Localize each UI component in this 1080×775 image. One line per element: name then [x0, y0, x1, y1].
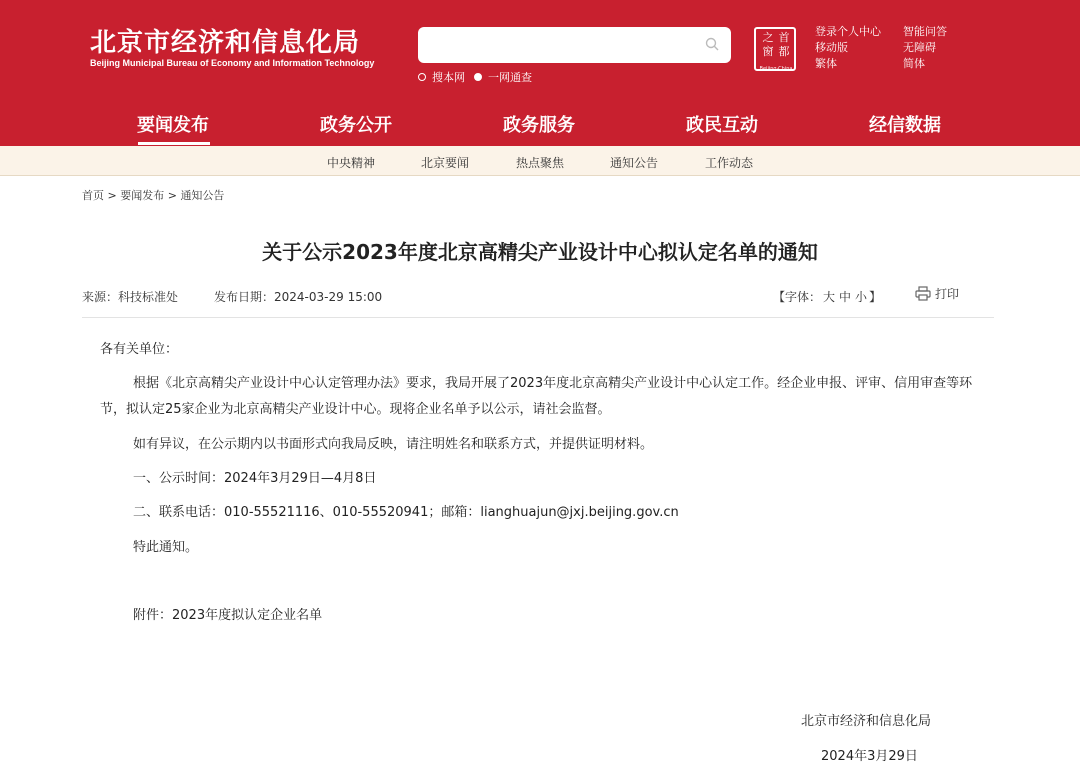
body-paragraph: 一、公示时间：2024年3月29日—4月8日 — [133, 471, 377, 486]
signature: 北京市经济和信息化局 — [801, 714, 932, 729]
site-header — [0, 0, 1080, 146]
seal-char: 窗 — [762, 45, 774, 58]
subnav-item-central[interactable]: 中央精神 — [327, 156, 376, 170]
subnav-item-hot-topics[interactable]: 热点聚焦 — [516, 156, 565, 170]
mobile-link[interactable]: 移动版 — [815, 41, 848, 54]
search-option-label: 一网通查 — [488, 71, 532, 84]
date-label: 发布日期： — [214, 290, 275, 304]
body-paragraph: 二、联系电话：010-55521116、010-55520941；邮箱：lianghuajun@jxj.beijing.gov.cn — [133, 505, 679, 520]
article-date — [214, 288, 382, 305]
printer-icon — [915, 286, 931, 301]
font-size-large[interactable]: 大 — [823, 290, 836, 304]
radio-selected-icon[interactable] — [474, 73, 482, 81]
sub-nav — [0, 146, 1080, 176]
attachment-link[interactable]: 附件：2023年度拟认定企业名单 — [133, 608, 323, 623]
traditional-chinese-link[interactable]: 繁体 — [815, 57, 837, 70]
font-label-close: 】 — [869, 290, 882, 304]
nav-item-services[interactable]: 政务服务 — [503, 115, 575, 136]
body-paragraph: 如有异议，在公示期内以书面形式向我局反映，请注明姓名和联系方式，并提供证明材料。 — [133, 437, 654, 452]
seal-char: 都 — [778, 45, 790, 58]
article-title: 关于公示2023年度北京高精尖产业设计中心拟认定名单的通知 — [262, 240, 818, 264]
nav-active-indicator — [138, 142, 210, 145]
sign-date: 2024年3月29日 — [821, 749, 918, 764]
subnav-item-beijing-news[interactable]: 北京要闻 — [421, 156, 470, 170]
date-value: 2024-03-29 15:00 — [274, 290, 383, 304]
nav-item-public-affairs[interactable]: 政务公开 — [320, 115, 392, 136]
main-nav — [0, 100, 1080, 146]
source-value: 科技标准处 — [118, 290, 179, 304]
print-label: 打印 — [935, 287, 960, 301]
breadcrumb-notices[interactable]: 通知公告 — [180, 189, 225, 202]
subnav-item-notices[interactable]: 通知公告 — [610, 156, 659, 170]
salutation: 各有关单位： — [100, 342, 179, 357]
search-option-all[interactable] — [474, 69, 532, 85]
seal-subtitle: Beijing·China — [759, 66, 793, 72]
font-size-control — [773, 288, 881, 305]
nav-item-interaction[interactable]: 政民互动 — [686, 115, 758, 136]
font-label-open: 【字体： — [773, 290, 822, 304]
header-links-col2 — [903, 24, 947, 72]
capital-window-seal[interactable] — [754, 27, 796, 71]
source-label: 来源： — [82, 290, 119, 304]
search-icon[interactable] — [705, 37, 719, 51]
search-input[interactable] — [418, 27, 731, 63]
radio-icon[interactable] — [418, 73, 426, 81]
breadcrumb — [82, 187, 224, 203]
simplified-chinese-link[interactable]: 简体 — [903, 57, 925, 70]
accessibility-link[interactable]: 无障碍 — [903, 41, 936, 54]
body-paragraph: 根据《北京高精尖产业设计中心认定管理办法》要求，我局开展了2023年度北京高精尖产业设计中心认定工作。经企业申报、评审、信用审查等环节，拟认定25家企业为北京高精尖产业设计中心。现将企业名单予以公示，请社会监督。 — [100, 376, 973, 417]
search-option-label: 搜本网 — [432, 71, 465, 84]
breadcrumb-separator: > — [164, 189, 181, 202]
breadcrumb-home[interactable]: 首页 — [82, 189, 104, 202]
seal-char: 之 — [762, 31, 774, 44]
font-size-medium[interactable]: 中 — [839, 290, 852, 304]
header-links-col1 — [815, 24, 881, 72]
login-link[interactable]: 登录个人中心 — [815, 25, 881, 38]
smart-qa-link[interactable]: 智能问答 — [903, 25, 947, 38]
print-button[interactable] — [915, 285, 959, 302]
breadcrumb-news[interactable]: 要闻发布 — [120, 189, 165, 202]
article-source — [82, 288, 178, 305]
seal-char: 首 — [778, 31, 790, 44]
nav-item-data[interactable]: 经信数据 — [869, 115, 941, 136]
meta-divider — [82, 317, 994, 318]
nav-item-news[interactable]: 要闻发布 — [137, 115, 209, 136]
site-logo-title[interactable]: 北京市经济和信息化局 — [90, 28, 361, 58]
search-option-site[interactable] — [418, 69, 465, 85]
site-logo-subtitle: Beijing Municipal Bureau of Economy and Information Technology — [90, 58, 375, 68]
breadcrumb-separator: > — [104, 189, 121, 202]
subnav-item-work-updates[interactable]: 工作动态 — [705, 156, 754, 170]
body-paragraph: 特此通知。 — [133, 540, 199, 555]
font-size-small[interactable]: 小 — [855, 290, 868, 304]
